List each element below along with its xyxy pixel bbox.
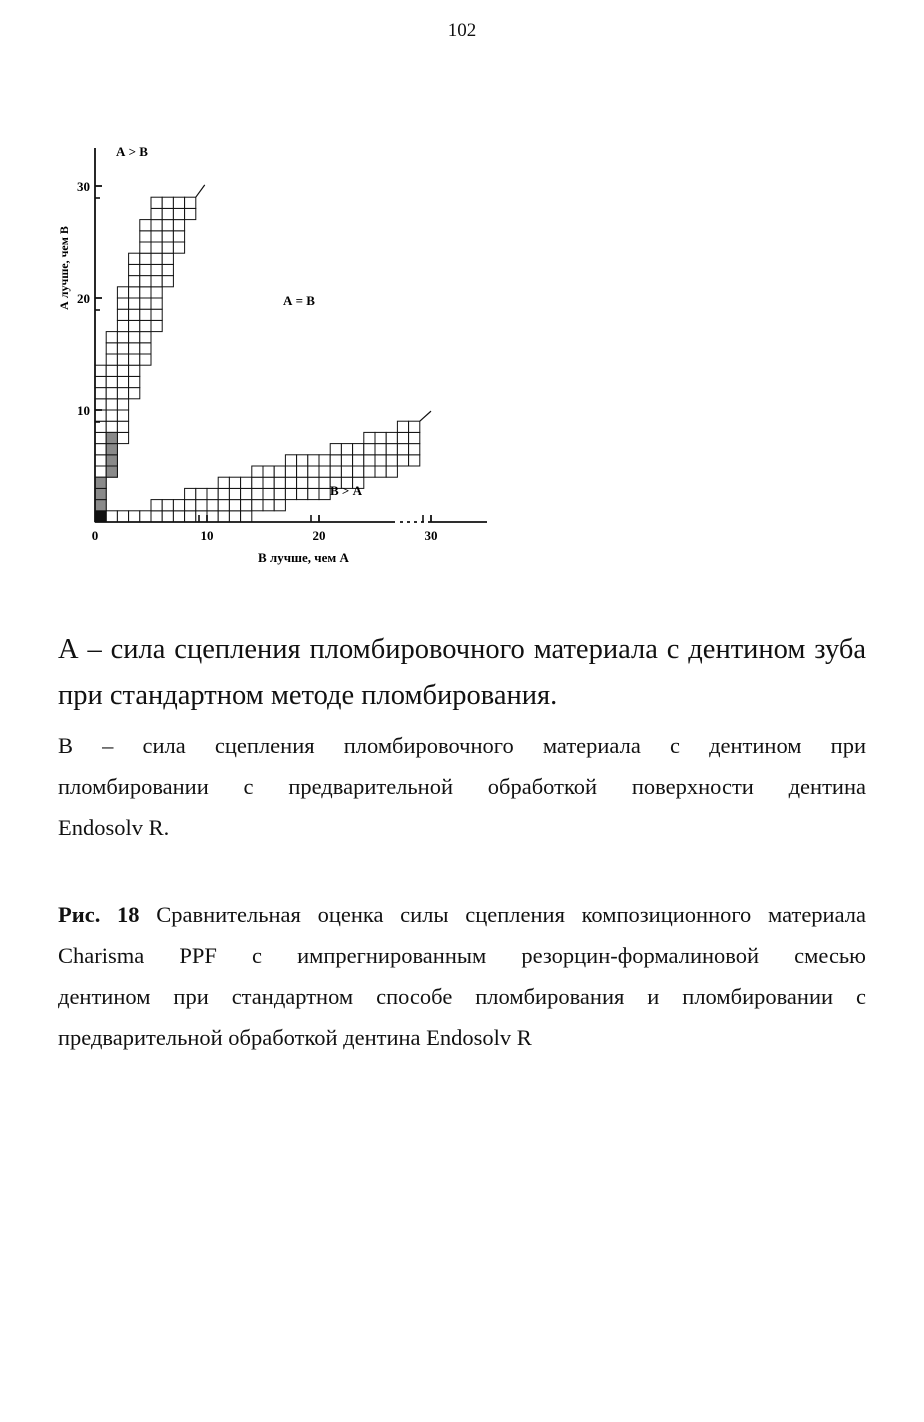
lower-band-cell [409, 455, 420, 466]
observed-cell [106, 455, 117, 466]
lower-band-cell [364, 432, 375, 443]
upper-band-cell [151, 197, 162, 208]
definition-b-line-3: Endosolv R. [58, 815, 170, 840]
upper-band-cell [106, 343, 117, 354]
upper-band-cell [151, 298, 162, 309]
lower-band-cell [319, 488, 330, 499]
observed-cell [95, 488, 106, 499]
lower-band-cell [274, 488, 285, 499]
observed-cell [106, 432, 117, 443]
definition-a-line-1: А – сила сцепления пломбировочного материала с дентином зуба [58, 634, 866, 665]
upper-band-cell [95, 410, 106, 421]
lower-band-cell [274, 500, 285, 511]
lower-band-cell [241, 477, 252, 488]
upper-band-cell [151, 242, 162, 253]
upper-band-cell [140, 287, 151, 298]
upper-band-cell [151, 208, 162, 219]
lower-band-cell [241, 488, 252, 499]
upper-band-cell [140, 298, 151, 309]
observed-cell [106, 466, 117, 477]
lower-band-cell [274, 466, 285, 477]
upper-band-cell [140, 253, 151, 264]
upper-band-cell [117, 432, 128, 443]
upper-band-cell [129, 354, 140, 365]
figure-caption-prefix: Рис. 18 [58, 902, 140, 927]
y-axis-label: А лучше, чем В [57, 226, 71, 310]
figure-caption-line-2: Charisma PPF с импрегнированным резорцин-формалиновой смесью [58, 943, 866, 968]
upper-band-cell [106, 410, 117, 421]
upper-band-cell [117, 388, 128, 399]
upper-band-cell [129, 287, 140, 298]
definition-b-line-1: В – сила сцепления пломбировочного материала с дентином при [58, 733, 866, 758]
lower-band-cell [106, 511, 117, 522]
upper-band-cell [106, 399, 117, 410]
y-tick-label: 30 [77, 179, 90, 194]
lower-band-cell [319, 477, 330, 488]
upper-band-cell [117, 298, 128, 309]
upper-band-cell [117, 376, 128, 387]
lower-band-cell [308, 466, 319, 477]
lower-band-cell [319, 455, 330, 466]
lower-band-cell [252, 488, 263, 499]
upper-band-cell [117, 410, 128, 421]
lower-band-cell [263, 500, 274, 511]
lower-band-cell [285, 455, 296, 466]
upper-band-cell [95, 388, 106, 399]
upper-band-cell [117, 343, 128, 354]
upper-band-cell [140, 309, 151, 320]
lower-band-cell [274, 477, 285, 488]
lower-band-cell [364, 455, 375, 466]
upper-band-cell [117, 320, 128, 331]
x-tick-label: 20 [312, 528, 326, 543]
lower-band-cell [207, 511, 218, 522]
page-number: 102 [447, 20, 477, 41]
lower-band-cell [353, 444, 364, 455]
upper-band-cell [162, 220, 173, 231]
lower-band-cell [375, 444, 386, 455]
lower-band-cell [397, 455, 408, 466]
x-axis-label: В лучше, чем А [258, 550, 349, 565]
lower-band-cell [241, 511, 252, 522]
figure-caption-line-1 [58, 895, 866, 935]
lower-band-cell [140, 511, 151, 522]
lower-band-cell [207, 500, 218, 511]
lower-band-cell [185, 511, 196, 522]
lower-band-cell [218, 500, 229, 511]
lower-band-cell [196, 511, 207, 522]
upper-band-tail [196, 185, 205, 197]
lower-band-cell [297, 488, 308, 499]
upper-band-cell [162, 208, 173, 219]
lower-band-cell [285, 466, 296, 477]
upper-band-cell [185, 197, 196, 208]
lower-band-cell [409, 444, 420, 455]
upper-band-cell [95, 432, 106, 443]
lower-band-cell [285, 488, 296, 499]
observed-cell [95, 477, 106, 488]
upper-band-cell [151, 320, 162, 331]
upper-band-cell [173, 242, 184, 253]
lower-band-cell [386, 455, 397, 466]
lower-band-cell [229, 511, 240, 522]
upper-band-cell [151, 220, 162, 231]
lower-band-cell [117, 511, 128, 522]
lower-band-cell [229, 488, 240, 499]
lower-band-cell [162, 511, 173, 522]
lower-band-cell [297, 455, 308, 466]
region-label-a-gt-b: А > В [116, 144, 148, 159]
upper-band-cell [129, 343, 140, 354]
observed-cell [95, 511, 106, 522]
upper-band-cell [106, 388, 117, 399]
lower-band-cell [297, 477, 308, 488]
upper-band-cell [162, 242, 173, 253]
lower-band-tail [420, 411, 431, 421]
lower-band-cell [364, 444, 375, 455]
upper-band-cell [129, 388, 140, 399]
lower-band-cell [229, 477, 240, 488]
lower-band-cell [229, 500, 240, 511]
lower-band-cell [263, 488, 274, 499]
upper-band-cell [185, 208, 196, 219]
lower-band-cell [375, 432, 386, 443]
lower-band-cell [263, 466, 274, 477]
upper-band-cell [151, 309, 162, 320]
figure-caption-line-4: предварительной обработкой дентина Endosolv R [58, 1025, 532, 1050]
lower-band-cell [397, 444, 408, 455]
upper-band-cell [117, 287, 128, 298]
lower-band-cell [386, 432, 397, 443]
lower-band-cell [319, 466, 330, 477]
lower-band-cell [409, 421, 420, 432]
lower-band-cell [129, 511, 140, 522]
upper-band-cell [129, 320, 140, 331]
upper-band-cell [117, 365, 128, 376]
lower-band-cell [173, 500, 184, 511]
lower-band-cell [173, 511, 184, 522]
lower-band-cell [330, 466, 341, 477]
lower-band-cell [151, 511, 162, 522]
lower-band-cell [241, 500, 252, 511]
upper-band-cell [129, 253, 140, 264]
upper-band-cell [140, 343, 151, 354]
upper-band-cell [151, 287, 162, 298]
upper-band-cell [140, 231, 151, 242]
lower-band-cell [285, 477, 296, 488]
upper-band-cell [129, 298, 140, 309]
upper-band-cell [140, 276, 151, 287]
upper-band-cell [117, 332, 128, 343]
upper-band-cell [162, 197, 173, 208]
upper-band-cell [106, 421, 117, 432]
lower-band-cell [409, 432, 420, 443]
figure-caption-line-3: дентином при стандартном способе пломбирования и пломбировании с [58, 984, 866, 1009]
upper-band-cell [129, 264, 140, 275]
upper-band-cell [173, 231, 184, 242]
upper-band-cell [140, 264, 151, 275]
upper-band-cell [95, 365, 106, 376]
lower-band-cell [196, 500, 207, 511]
upper-band-cell [173, 220, 184, 231]
upper-band-cell [95, 444, 106, 455]
lower-band-cell [364, 466, 375, 477]
upper-band-cell [95, 376, 106, 387]
lower-band-cell [308, 488, 319, 499]
x-tick-label: 0 [91, 528, 99, 543]
lower-band-cell [341, 466, 352, 477]
upper-band-cell [140, 242, 151, 253]
region-label-b-gt-a: В > А [330, 483, 362, 498]
upper-band-cell [129, 276, 140, 287]
lower-band-cell [341, 444, 352, 455]
upper-band-cell [117, 421, 128, 432]
upper-band-cell [117, 399, 128, 410]
lower-band-cell [330, 444, 341, 455]
observed-cell [95, 500, 106, 511]
upper-band-cell [129, 309, 140, 320]
lower-band-cell [263, 477, 274, 488]
lower-band-cell [252, 500, 263, 511]
y-tick-label: 20 [77, 291, 90, 306]
lower-band-cell [297, 466, 308, 477]
lower-band-cell [375, 455, 386, 466]
lower-band-cell [218, 488, 229, 499]
upper-band-cell [162, 276, 173, 287]
upper-band-cell [140, 220, 151, 231]
lower-band-cell [162, 500, 173, 511]
upper-band-cell [162, 253, 173, 264]
lower-band-cell [151, 500, 162, 511]
upper-band-cell [140, 354, 151, 365]
upper-band-cell [151, 231, 162, 242]
lower-band-cell [330, 455, 341, 466]
upper-band-cell [151, 253, 162, 264]
upper-band-cell [162, 231, 173, 242]
upper-band-cell [117, 354, 128, 365]
definition-b-line-2: пломбировании с предварительной обработкой поверхности дентина [58, 774, 866, 799]
lower-band-cell [353, 455, 364, 466]
lower-band-cell [185, 488, 196, 499]
upper-band-cell [140, 320, 151, 331]
definition-a-line-2: при стандартном методе пломбирования. [58, 680, 558, 711]
upper-band-cell [106, 365, 117, 376]
y-tick-label: 10 [77, 403, 90, 418]
observed-cell [106, 444, 117, 455]
upper-band-cell [151, 276, 162, 287]
lower-band-cell [386, 466, 397, 477]
region-label-a-eq-b: А = В [283, 293, 315, 308]
lower-band-cell [207, 488, 218, 499]
upper-band-cell [173, 208, 184, 219]
lower-band-cell [218, 477, 229, 488]
upper-band-cell [95, 399, 106, 410]
lower-band-cell [185, 500, 196, 511]
lower-band-cell [252, 477, 263, 488]
upper-band-cell [140, 332, 151, 343]
lower-band-cell [375, 466, 386, 477]
lower-band-cell [308, 455, 319, 466]
upper-band-cell [117, 309, 128, 320]
lower-band-cell [353, 466, 364, 477]
upper-band-cell [129, 376, 140, 387]
lower-band-cell [341, 455, 352, 466]
region-lower-band [95, 411, 431, 522]
upper-band-cell [95, 421, 106, 432]
upper-band-cell [129, 332, 140, 343]
lower-band-cell [386, 444, 397, 455]
upper-band-cell [106, 332, 117, 343]
lower-band-cell [196, 488, 207, 499]
x-tick-label: 10 [200, 528, 214, 543]
lower-band-cell [397, 432, 408, 443]
upper-band-cell [95, 466, 106, 477]
figure-caption-text-1: Сравнительная оценка силы сцепления композиционного материала [156, 902, 866, 927]
x-tick-label: 30 [424, 528, 438, 543]
chart-svg [40, 128, 520, 578]
lower-band-cell [308, 477, 319, 488]
upper-band-cell [95, 455, 106, 466]
upper-band-cell [151, 264, 162, 275]
upper-band-cell [162, 264, 173, 275]
upper-band-cell [129, 365, 140, 376]
sign-test-chart [40, 128, 520, 578]
lower-band-cell [252, 466, 263, 477]
upper-band-cell [106, 376, 117, 387]
lower-band-cell [218, 511, 229, 522]
upper-band-cell [173, 197, 184, 208]
lower-band-cell [397, 421, 408, 432]
upper-band-cell [106, 354, 117, 365]
